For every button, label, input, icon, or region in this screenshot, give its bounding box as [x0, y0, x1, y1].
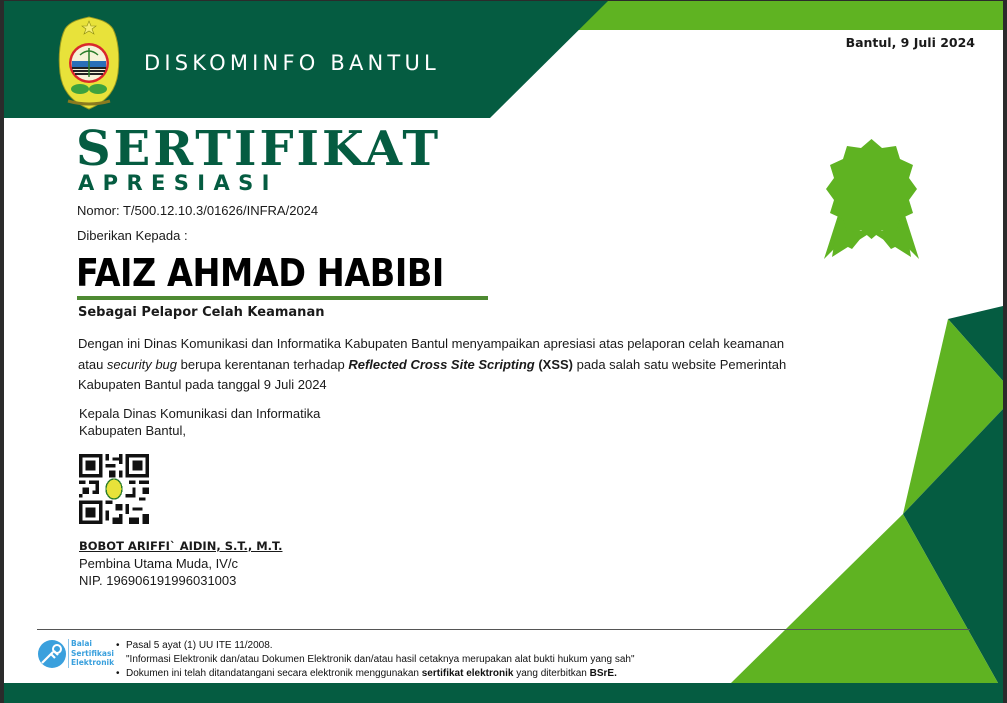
legal-note-1-text: Pasal 5 ayat (1) UU ITE 11/2008. — [126, 640, 273, 651]
body-text-part: berupa kerentanan terhadap — [177, 356, 349, 372]
signer-nip: NIP. 196906191996031003 — [79, 573, 237, 588]
legal-note-1: • Pasal 5 ayat (1) UU ITE 11/2008. — [116, 640, 273, 651]
footer-divider — [37, 629, 970, 630]
recipient-role: Sebagai Pelapor Celah Keamanan — [78, 305, 325, 320]
certificate-page — [4, 1, 1003, 703]
bsre-label-line2: Sertifikasi — [71, 648, 114, 658]
given-to-label: Diberikan Kepada : — [77, 228, 188, 243]
legal-note-2-text: yang diterbitkan — [513, 667, 590, 679]
vulnerability-abbrev: (XSS) — [534, 356, 574, 372]
recipient-underline — [77, 296, 488, 300]
legal-note-2-bold: sertifikat elektronik — [421, 667, 514, 679]
org-name: DISKOMINFO BANTUL — [144, 51, 440, 75]
legal-note-1-quote: "Informasi Elektronik dan/atau Dokumen Elektronik dan/atau hasil cetaknya merupakan alat bukti hukum yang sah" — [126, 653, 635, 665]
bsre-key-logo-icon — [37, 639, 67, 669]
certificate-subtitle: APRESIASI — [78, 171, 278, 195]
legal-note-2-bold: BSrE. — [589, 667, 617, 679]
vulnerability-type: Reflected Cross Site Scripting — [348, 356, 535, 372]
body-text-italic: security bug — [106, 356, 178, 372]
certificate-title: SERTIFIKAT — [76, 121, 442, 177]
recipient-name: FAIZ AHMAD HABIBI — [76, 251, 444, 295]
bsre-label — [68, 639, 114, 668]
kabupaten-bantul-crest-icon — [58, 15, 120, 111]
body-text-part: pada salah satu website Pemerintah Kabupaten Bantul pada tanggal 9 Juli 2024 — [78, 356, 787, 392]
certificate-number: Nomor: T/500.12.10.3/01626/INFRA/2024 — [77, 203, 319, 218]
legal-note-2-text: Dokumen ini telah ditandatangani secara elektronik menggunakan — [126, 667, 422, 679]
legal-notes — [116, 639, 635, 680]
certificate-date: Bantul, 9 Juli 2024 — [845, 35, 975, 50]
qr-code-signature-icon[interactable] — [79, 454, 149, 524]
award-rosette-icon — [804, 139, 939, 279]
bsre-label-line3: Elektronik — [71, 658, 115, 667]
signer-position-line2: Kabupaten Bantul, — [79, 423, 186, 438]
signer-position-line1: Kepala Dinas Komunikasi dan Informatika — [79, 406, 321, 421]
signer-rank: Pembina Utama Muda, IV/c — [79, 556, 238, 571]
body-text-part: Dengan ini Dinas Komunikasi dan Informatika Kabupaten Bantul menyampaikan apresiasi atas pelaporan celah keamanan atau — [78, 336, 785, 372]
bsre-label-line1: Balai — [71, 639, 92, 648]
legal-note-2: • Dokumen ini telah ditandatangani secara elektronik menggunakan sertifikat elektronik yang diterbitkan BSrE. — [116, 667, 617, 679]
appreciation-paragraph — [78, 334, 798, 396]
signer-position — [79, 405, 320, 439]
signer-name: BOBOT ARIFFI` AIDIN, S.T., M.T. — [79, 539, 283, 553]
